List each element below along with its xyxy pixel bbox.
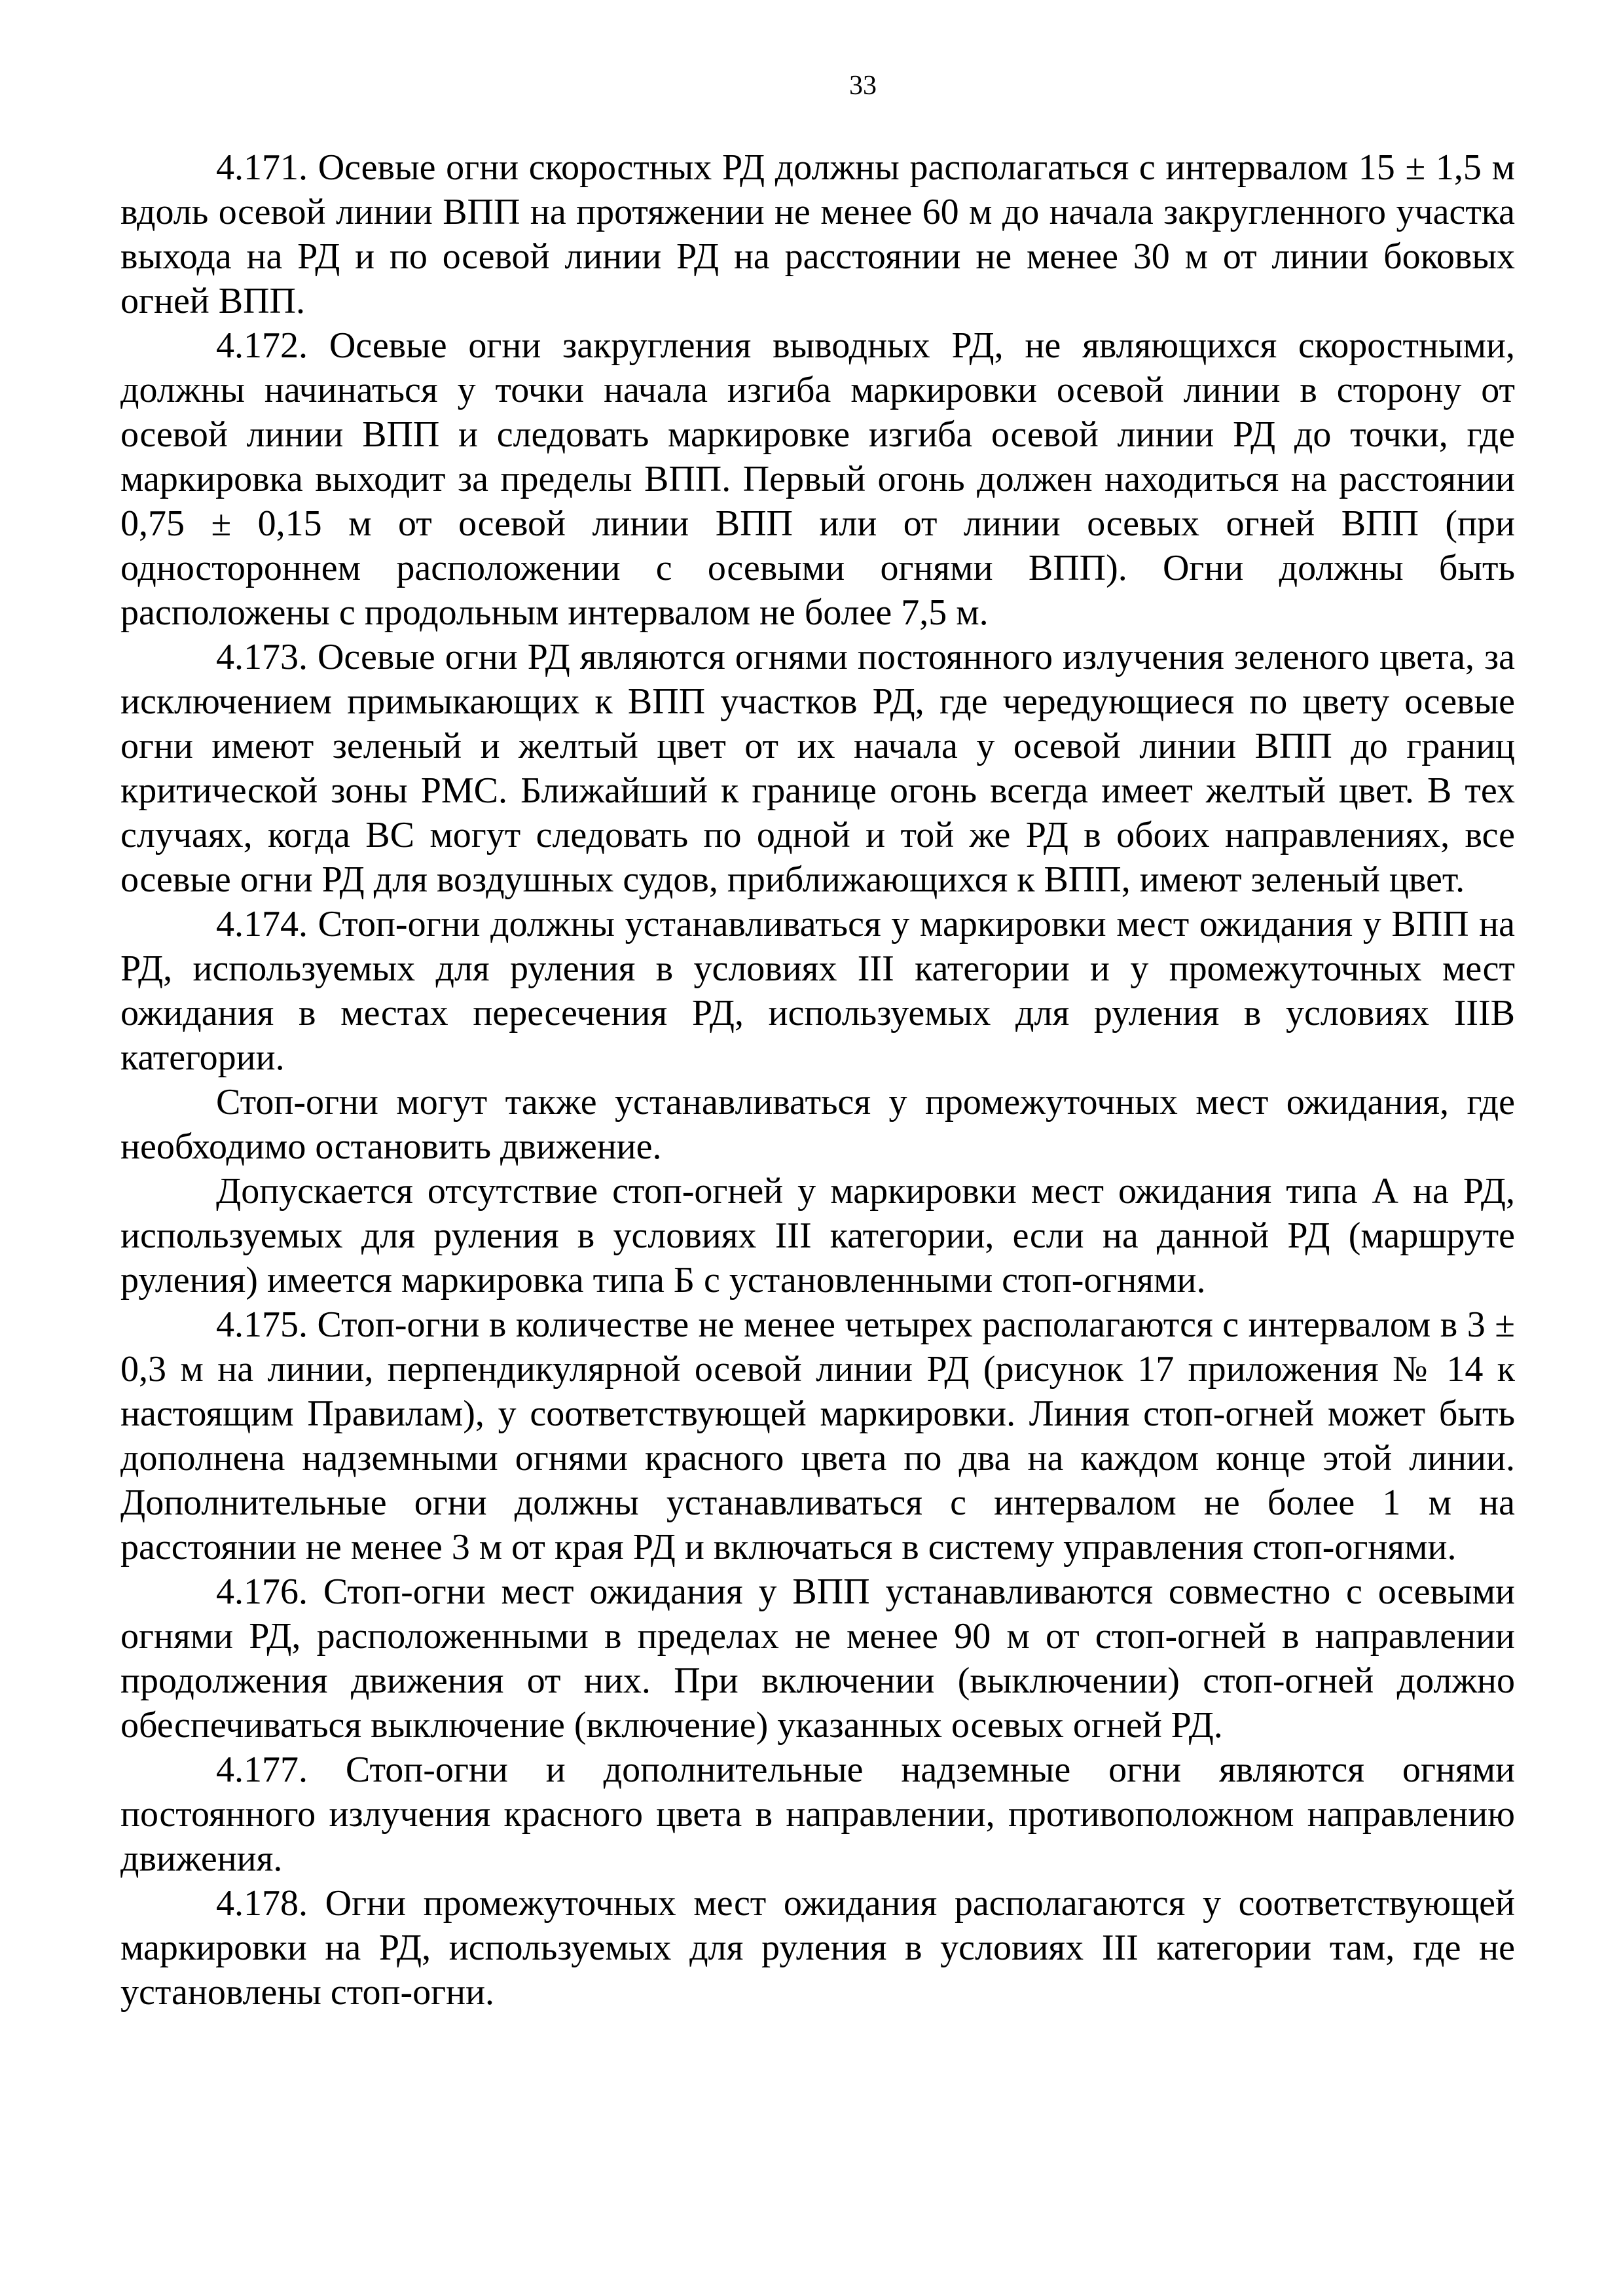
paragraph-4-175: 4.175. Стоп-огни в количестве не менее четырех располагаются с интервалом в 3 ± 0,3 м на линии, перпендикулярной осевой линии РД (рисунок 17 приложения № 14 к настоящим Правилам), у соответствующей маркировки. Линия стоп-огней может быть дополнена надземными огнями красного цвета по два на каждом конце этой линии. Дополнительные огни должны устанавливаться с интервалом не более 1 м на расстоянии не менее 3 м от края РД и включаться в систему управления стоп-огнями. [120,1304,1515,1568]
paragraph-4-178: 4.178. Огни промежуточных мест ожидания располагаются у соответствующей маркировки на РД, используемых для руления в условиях III категории там, где не установлены стоп-огни. [120,1883,1515,2013]
paragraph-4-177: 4.177. Стоп-огни и дополнительные надземные огни являются огнями постоянного излучения красного цвета в направлении, противоположном направлению движения. [120,1749,1515,1879]
page-number: 33 [849,71,877,101]
paragraph-4-173: 4.173. Осевые огни РД являются огнями постоянного излучения зеленого цвета, за исключением примыкающих к ВПП участков РД, где чередующиеся по цвету осевые огни имеют зеленый и желтый цвет от их начала у осевой линии ВПП до границ критической зоны РМС. Ближайший к границе огонь всегда имеет желтый цвет. В тех случаях, когда ВС могут следовать по одной и той же РД в обоих направлениях, все осевые огни РД для воздушных судов, приближающихся к ВПП, имеют зеленый цвет. [120,637,1515,900]
paragraph-4-172: 4.172. Осевые огни закругления выводных РД, не являющихся скоростными, должны начинаться у точки начала изгиба маркировки осевой линии в сторону от осевой линии ВПП и следовать маркировке изгиба осевой линии РД до точки, где маркировка выходит за пределы ВПП. Первый огонь должен находиться на расстоянии 0,75 ± 0,15 м от осевой линии ВПП или от линии осевых огней ВПП (при одностороннем расположении с осевыми огнями ВПП). Огни должны быть расположены с продольным интервалом не более 7,5 м. [120,325,1515,633]
paragraph-4-174-absence-note: Допускается отсутствие стоп-огней у маркировки мест ожидания типа А на РД, используемых для руления в условиях III категории, если на данной РД (маршруте руления) имеется маркировка типа Б с установленными стоп-огнями. [120,1171,1515,1300]
document-body [120,145,1515,2015]
paragraph-4-174-stop-lights-note: Стоп-огни могут также устанавливаться у промежуточных мест ожидания, где необходимо остановить движение. [120,1082,1515,1167]
paragraph-4-176: 4.176. Стоп-огни мест ожидания у ВПП устанавливаются совместно с осевыми огнями РД, расположенными в пределах не менее 90 м от стоп-огней в направлении продолжения движения от них. При включении (выключении) стоп-огней должно обеспечиваться выключение (включение) указанных осевых огней РД. [120,1571,1515,1746]
paragraph-4-174: 4.174. Стоп-огни должны устанавливаться у маркировки мест ожидания у ВПП на РД, используемых для руления в условиях III категории и у промежуточных мест ожидания в местах пересечения РД, используемых для руления в условиях IIIВ категории. [120,904,1515,1078]
paragraph-4-171: 4.171. Осевые огни скоростных РД должны располагаться с интервалом 15 ± 1,5 м вдоль осевой линии ВПП на протяжении не менее 60 м до начала закругленного участка выхода на РД и по осевой линии РД на расстоянии не менее 30 м от линии боковых огней ВПП. [120,147,1515,321]
